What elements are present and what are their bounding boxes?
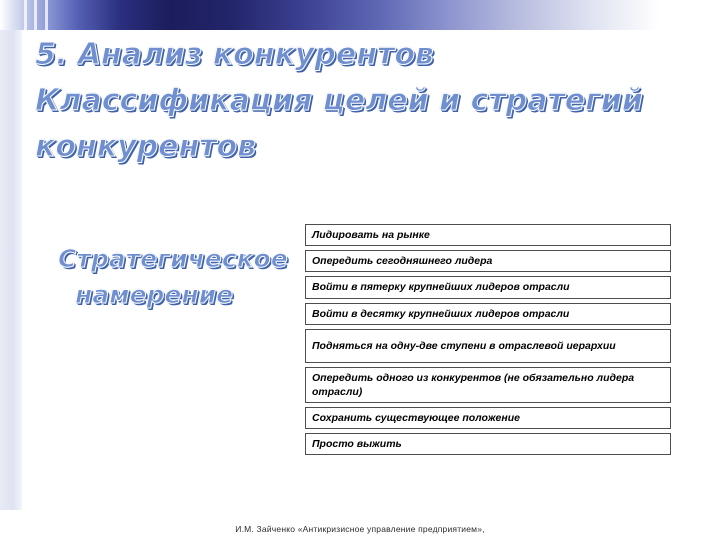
bar-notch-2: [34, 0, 37, 30]
bar-notch-3: [45, 0, 48, 30]
bar-notch-1: [24, 0, 27, 30]
left-decorative-band: [0, 30, 22, 510]
intent-list: [305, 224, 671, 459]
slide-title-line-3: конкурентов: [35, 129, 257, 164]
list-item: Лидировать на рынке: [305, 224, 671, 246]
slide-subtitle-line-2: намерение: [75, 280, 234, 309]
slide-footer: И.М. Зайченко «Антикризисное управление предприятием»,: [235, 524, 485, 534]
list-item: Войти в пятерку крупнейших лидеров отрасли: [305, 276, 671, 298]
slide-subtitle-line-1: Стратегическое: [58, 244, 288, 273]
list-item: Опередить одного из конкурентов (не обязательно лидера отрасли): [305, 367, 671, 403]
list-item: Сохранить существующее положение: [305, 407, 671, 429]
slide-title-line-1: 5. Анализ конкурентов: [35, 37, 434, 72]
list-item: Подняться на одну-две ступени в отраслевой иерархии: [305, 329, 671, 363]
list-item: Опередить сегодняшнего лидера: [305, 250, 671, 272]
list-item: Просто выжить: [305, 433, 671, 455]
top-decorative-bar: [0, 0, 720, 30]
slide-title-line-2: Классификация целей и стратегий: [35, 83, 643, 118]
list-item: Войти в десятку крупнейших лидеров отрасли: [305, 303, 671, 325]
